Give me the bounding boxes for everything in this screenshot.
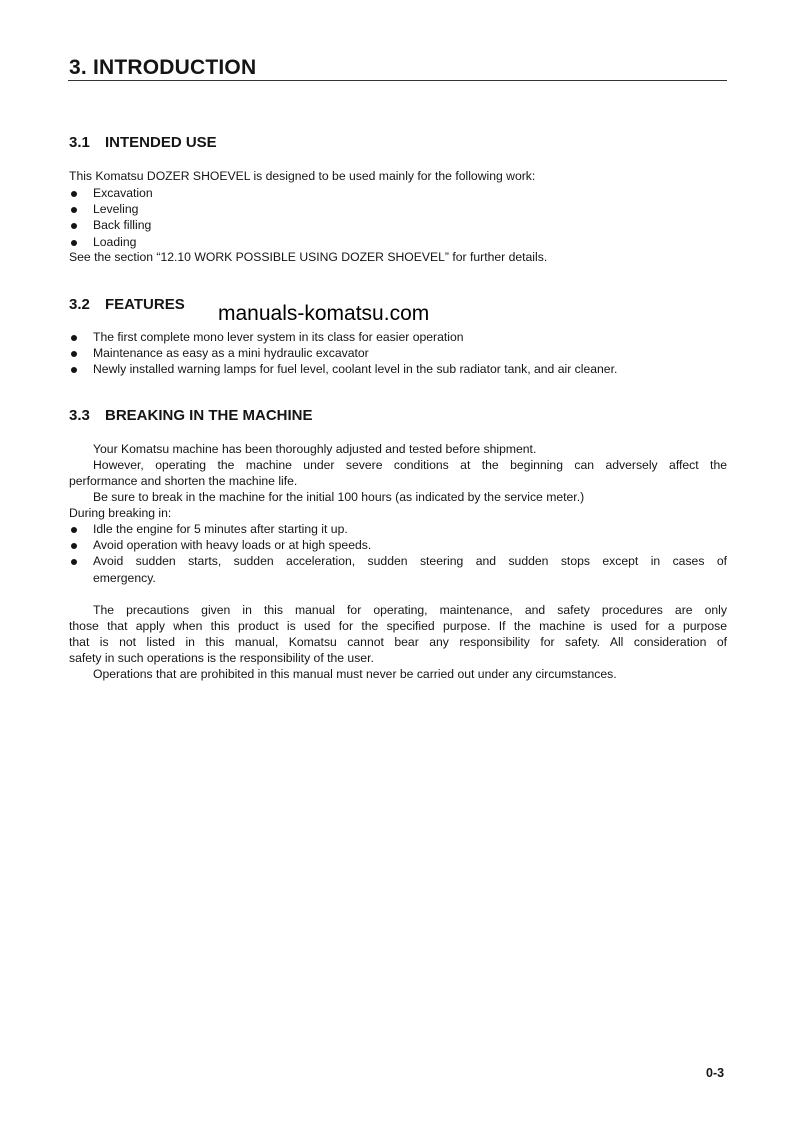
precautions-paragraph: safety in such operations is the responsibility of the user. — [69, 651, 374, 665]
section-3-2-heading — [69, 296, 185, 314]
list-item: Back filling — [69, 217, 153, 233]
breaking-in-paragraph: Your Komatsu machine has been thoroughly adjusted and tested before shipment. — [93, 442, 537, 456]
chapter-title-rule — [68, 80, 727, 81]
list-item: Avoid operation with heavy loads or at high speeds. — [69, 537, 727, 553]
chapter-title: 3. INTRODUCTION — [69, 56, 257, 79]
breaking-in-paragraph: However, operating the machine under severe conditions at the beginning can adversely affect the — [93, 458, 727, 472]
list-item: Avoid sudden starts, sudden acceleration, sudden steering and sudden stops except in cases of — [69, 553, 727, 569]
prohibited-paragraph: Operations that are prohibited in this manual must never be carried out under any circumstances. — [93, 667, 617, 681]
section-title: FEATURES — [105, 296, 185, 313]
breaking-in-paragraph: performance and shorten the machine life. — [69, 474, 298, 488]
list-item: Idle the engine for 5 minutes after starting it up. — [69, 521, 727, 537]
list-item: Newly installed warning lamps for fuel level, coolant level in the sub radiator tank, and air cleaner. — [69, 361, 617, 377]
section-number: 3.3 — [69, 407, 90, 424]
precautions-paragraph: those that apply when this product is used for the specified purpose. If the machine is used for a purpose — [69, 619, 727, 633]
precautions-paragraph: The precautions given in this manual for operating, maintenance, and safety procedures are only — [93, 603, 727, 617]
list-item: Maintenance as easy as a mini hydraulic excavator — [69, 345, 617, 361]
intended-use-intro: This Komatsu DOZER SHOEVEL is designed to be used mainly for the following work: — [69, 169, 536, 183]
features-list — [69, 329, 617, 378]
section-title: INTENDED USE — [105, 134, 217, 151]
intended-use-see-also: See the section “12.10 WORK POSSIBLE USING DOZER SHOEVEL” for further details. — [69, 250, 548, 264]
list-item-continuation: emergency. — [93, 571, 156, 585]
breaking-in-label: During breaking in: — [69, 506, 172, 520]
breaking-in-paragraph: Be sure to break in the machine for the initial 100 hours (as indicated by the service meter.) — [93, 490, 585, 504]
section-number: 3.2 — [69, 296, 90, 313]
list-item: Leveling — [69, 201, 153, 217]
list-item: The first complete mono lever system in its class for easier operation — [69, 329, 617, 345]
list-item: Loading — [69, 234, 153, 250]
intended-use-list — [69, 185, 153, 250]
breaking-in-list — [69, 521, 727, 570]
section-3-1-heading — [69, 134, 217, 152]
section-number: 3.1 — [69, 134, 90, 151]
section-3-3-heading — [69, 407, 313, 425]
list-item: Excavation — [69, 185, 153, 201]
section-title: BREAKING IN THE MACHINE — [105, 407, 313, 424]
page-number: 0-3 — [706, 1066, 725, 1080]
watermark-text: manuals-komatsu.com — [218, 302, 430, 325]
precautions-paragraph: that is not listed in this manual, Komatsu cannot bear any responsibility for safety. All consideration of — [69, 635, 727, 649]
